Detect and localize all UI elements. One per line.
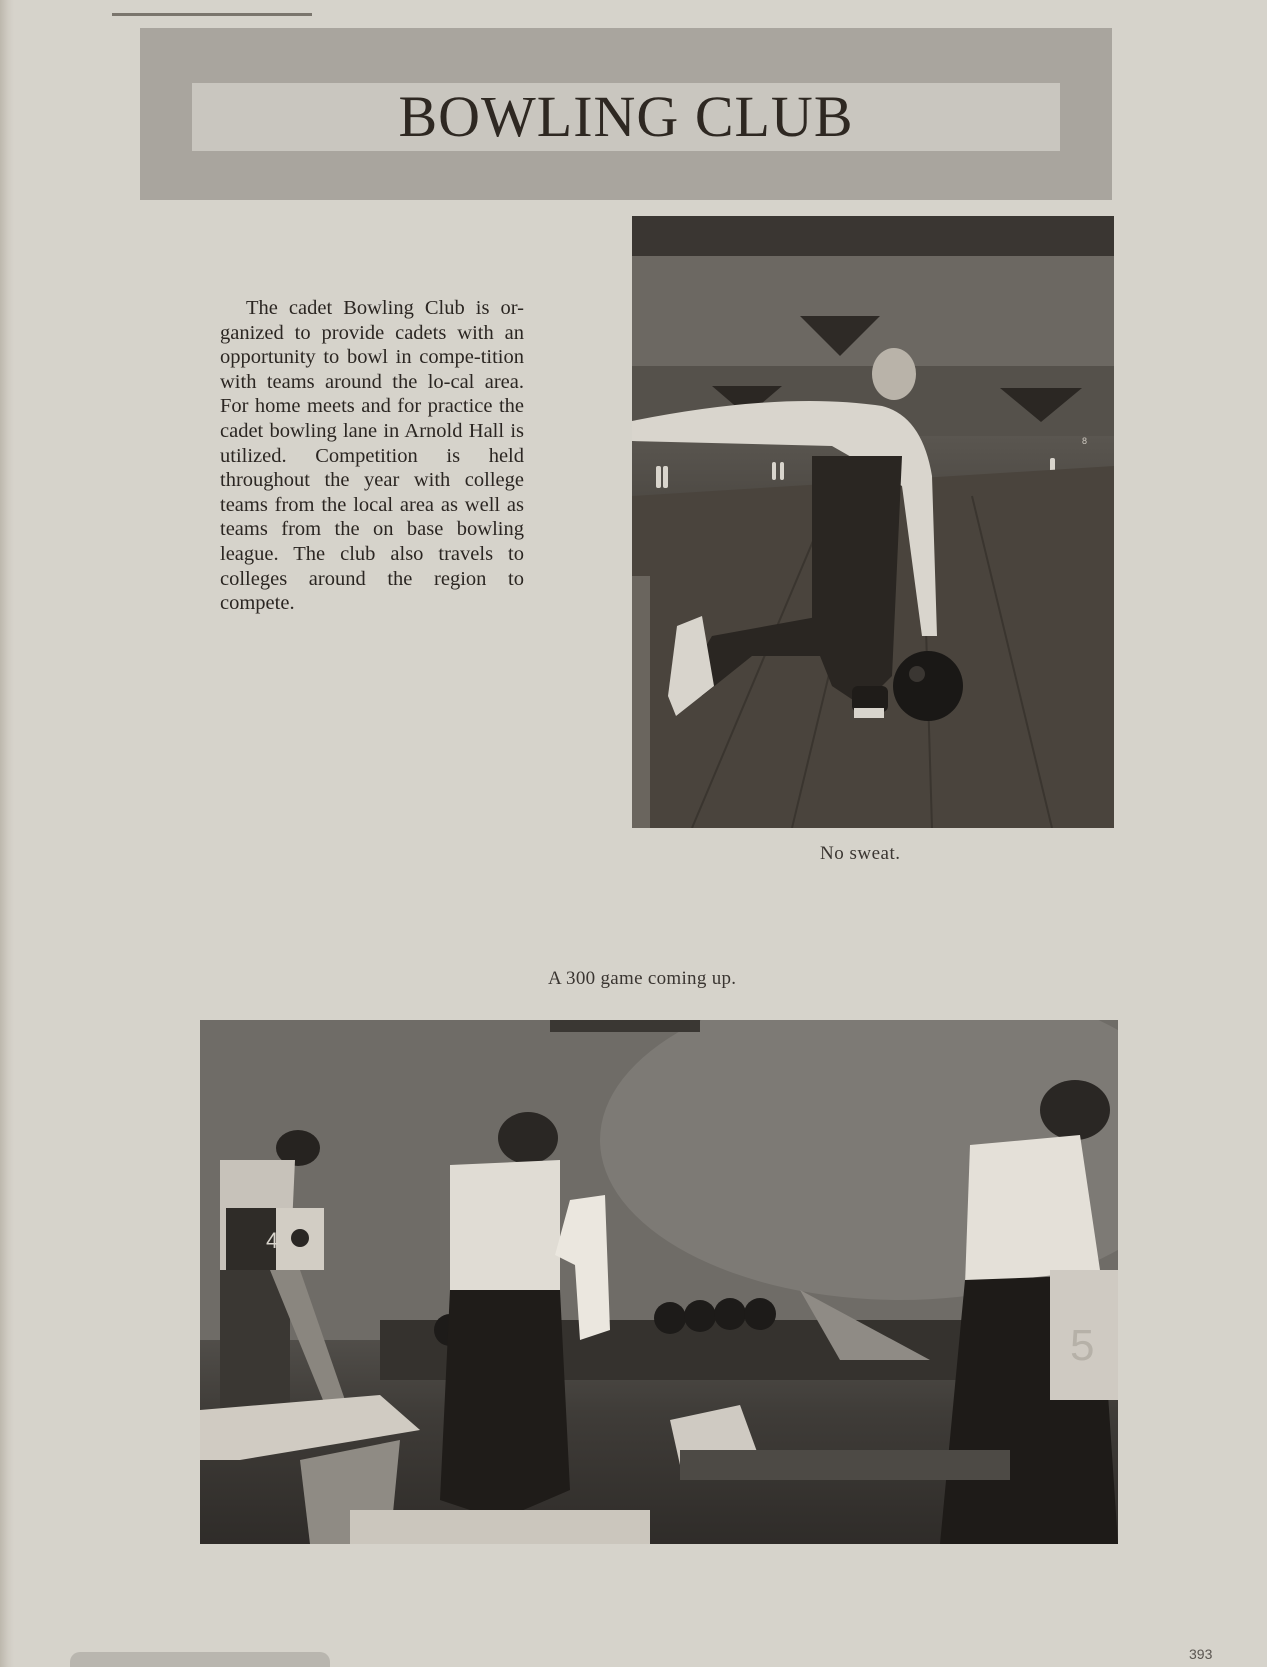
page-number: 393 — [1189, 1646, 1213, 1662]
page-title: BOWLING CLUB — [398, 84, 854, 149]
page-bottom-tab — [70, 1652, 330, 1667]
ball-return-number: 4 — [266, 1228, 279, 1253]
page-edge — [0, 0, 14, 1667]
lane-number-sign: 5 — [1070, 1321, 1095, 1370]
team-photo-caption: A 300 game coming up. — [548, 968, 737, 989]
header-banner — [140, 28, 1112, 200]
intro-paragraph: The cadet Bowling Club is or-ganized to provide cadets with an opportunity to bowl in compe-tition with teams around the lo-cal area. For home meets and for practice the cadet bowling lane in Arnold Hall is utilized. Competition is held throughout the year with college teams from the local area as well as teams from the on base bowling league. The club also travels to colleges around the region to compete. — [220, 297, 524, 615]
lane-number: 8 — [1082, 436, 1088, 446]
bowler-photo-illustration — [632, 216, 1114, 828]
team-photo — [200, 1020, 1118, 1544]
bowler-photo — [632, 216, 1114, 828]
header-title-plate — [192, 83, 1060, 151]
team-photo-illustration — [200, 1020, 1118, 1544]
top-rule — [112, 13, 312, 16]
bowler-photo-caption: No sweat. — [820, 843, 901, 864]
